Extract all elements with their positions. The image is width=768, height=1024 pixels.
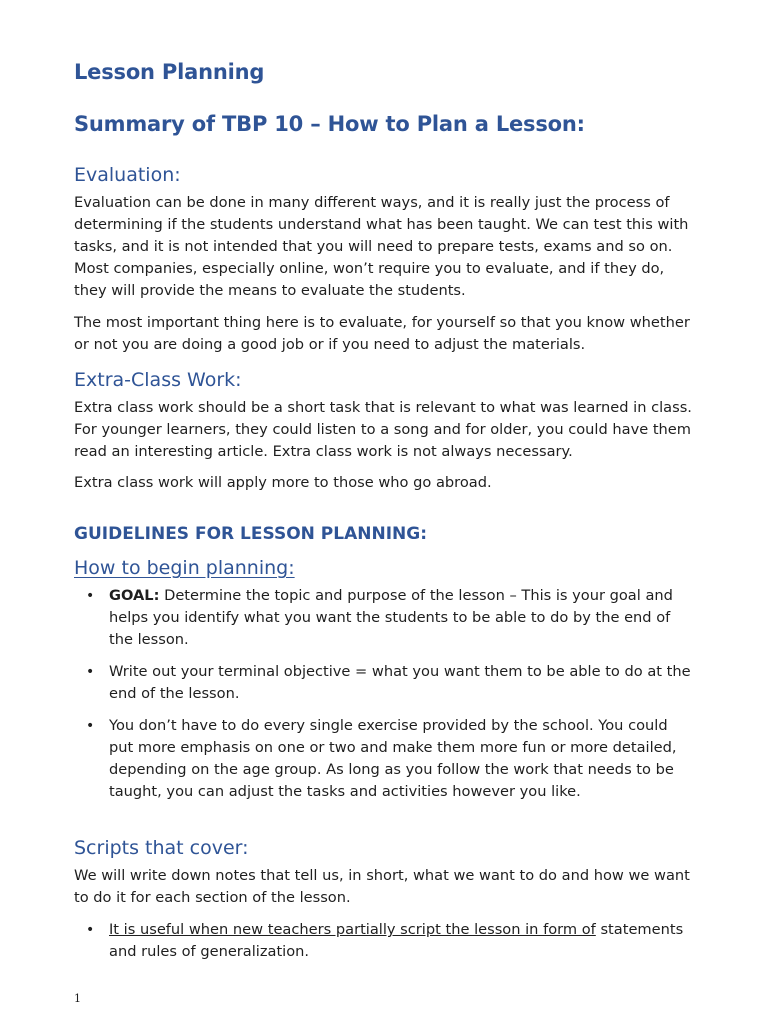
list-item bbox=[74, 715, 694, 803]
bullet-icon: • bbox=[86, 922, 95, 938]
document-subtitle: Summary of TBP 10 – How to Plan a Lesson: bbox=[74, 112, 585, 136]
page-number: 1 bbox=[74, 992, 81, 1005]
document-title: Lesson Planning bbox=[74, 60, 265, 84]
evaluation-paragraph-1: Evaluation can be done in many different ways, and it is really just the process of determining if the students understand what has been taught. We can test this with tasks, and it is not intended that you will need to prepare tests, exams and so on. Most companies, especially online, won’t require you to evaluate, and if they do, they will provide the means to evaluate the students. bbox=[74, 194, 689, 299]
list-item-text: You don’t have to do every single exercise provided by the school. You could put more emphasis on one or two and make them more fun or more detailed, depending on the age group. As long as you follow the work that needs to be taught, you can adjust the tasks and activities however you like. bbox=[109, 717, 677, 800]
list-item-text: Write out your terminal objective = what you want them to be able to do at the end of the lesson. bbox=[109, 663, 691, 702]
bullet-icon: • bbox=[86, 718, 95, 734]
scripts-paragraph: We will write down notes that tell us, in short, what we want to do and how we want to do it for each section of the lesson. bbox=[74, 867, 690, 906]
begin-planning-list bbox=[74, 585, 694, 803]
heading-extra-class-work: Extra-Class Work: bbox=[74, 369, 242, 391]
list-item-text: statements and rules of generalization. bbox=[109, 921, 684, 960]
heading-how-to-begin: How to begin planning: bbox=[74, 557, 295, 579]
heading-scripts: Scripts that cover: bbox=[74, 837, 249, 859]
heading-guidelines: GUIDELINES FOR LESSON PLANNING: bbox=[74, 524, 428, 544]
extra-paragraph-2: Extra class work will apply more to those who go abroad. bbox=[74, 474, 492, 491]
bullet-icon: • bbox=[86, 588, 95, 604]
evaluation-paragraph-2: The most important thing here is to evaluate, for yourself so that you know whether or not you are doing a good job or if you need to adjust the materials. bbox=[74, 314, 690, 353]
list-item bbox=[74, 585, 694, 651]
extra-paragraph-1: Extra class work should be a short task that is relevant to what was learned in class. For younger learners, they could listen to a song and for older, you could have them read an interesting article. Extra class work is not always necessary. bbox=[74, 399, 692, 460]
underlined-text: It is useful when new teachers partially script the lesson in form of bbox=[109, 921, 596, 938]
list-item bbox=[74, 919, 694, 963]
scripts-list bbox=[74, 919, 694, 963]
goal-label: GOAL: bbox=[109, 587, 160, 604]
list-item bbox=[74, 661, 694, 705]
list-item-text: Determine the topic and purpose of the lesson – This is your goal and helps you identify what you want the students to be able to do by the end of the lesson. bbox=[109, 587, 673, 648]
bullet-icon: • bbox=[86, 664, 95, 680]
heading-evaluation: Evaluation: bbox=[74, 164, 181, 186]
